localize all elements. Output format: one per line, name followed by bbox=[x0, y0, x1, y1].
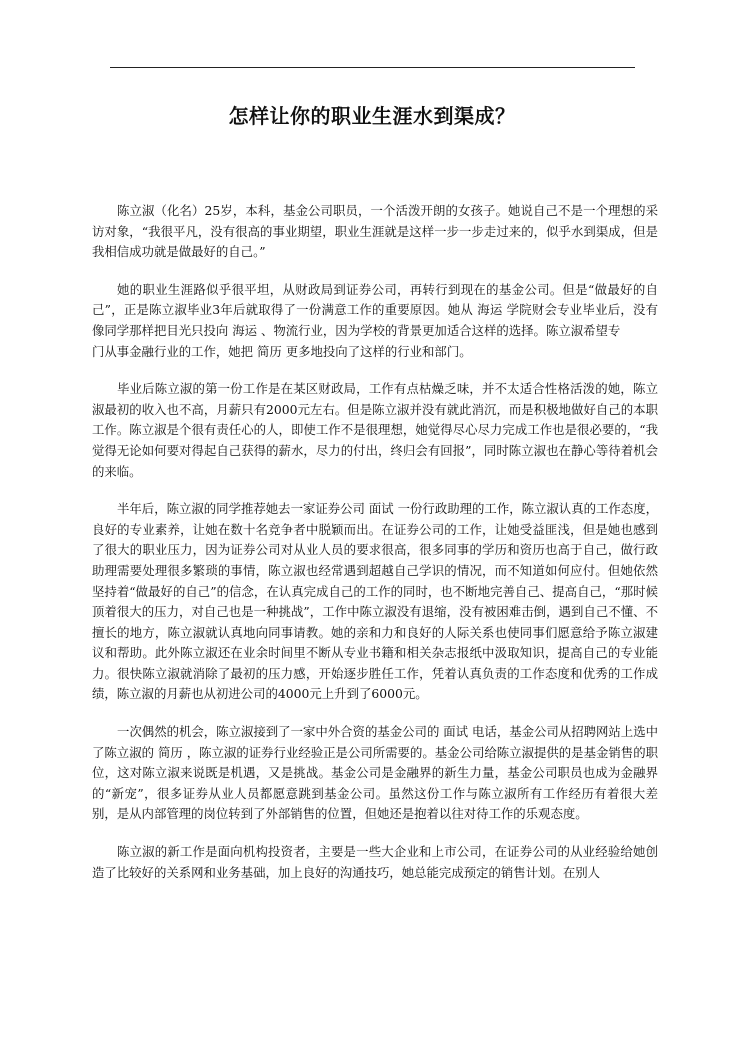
paragraph-2: 她的职业生涯路似乎很平坦，从财政局到证券公司，再转行到现在的基金公司。但是“做最好的自己”，正是陈立淑毕业3年后就取得了一份满意工作的重要原因。她从 海运 学院财会专业毕业后，没有像同学那样把目光只投向 海运 、物流行业，因为学校的背景更加适合这样的选择。陈立淑希望专 bbox=[92, 281, 658, 338]
paragraph-2-continued: 门从事金融行业的工作，她把 简历 更多地投向了这样的行业和部门。 bbox=[92, 343, 472, 359]
paragraph-1: 陈立淑（化名）25岁，本科，基金公司职员，一个活泼开朗的女孩子。她说自己不是一个理想的采访对象，“我很平凡，没有很高的事业期望，职业生涯就是这样一步一步走过来的，似乎水到渠成，但是我相信成功就是做最好的自己。” bbox=[92, 203, 658, 260]
page-title: 怎样让你的职业生涯水到渠成？ bbox=[228, 104, 516, 128]
paragraph-6: 陈立淑的新工作是面向机构投资者，主要是一些大企业和上市公司，在证券公司的从业经验给她创造了比较好的关系网和业务基础，加上良好的沟通技巧，她总能完成预定的销售计划。在别人 bbox=[92, 844, 658, 880]
paragraph-3: 毕业后陈立淑的第一份工作是在某区财政局，工作有点枯燥乏味，并不太适合性格活泼的她，陈立淑最初的收入也不高，月薪只有2000元左右。但是陈立淑并没有就此消沉，而是积极地做好自己的本职工作。陈立淑是个很有责任心的人，即使工作不是很理想，她觉得尽心尽力完成工作也是很必要的，“我觉得无论如何要对得起自己获得的薪水，尽力的付出，终归会有回报”，同时陈立淑也在静心等待着机会的来临。 bbox=[92, 381, 658, 479]
paragraph-4: 半年后，陈立淑的同学推荐她去一家证券公司 面试 一份行政助理的工作，陈立淑认真的工作态度，良好的专业素养，让她在数十名竞争者中脱颖而出。在证券公司的工作，让她受益匪浅，但是她也感到了很大的职业压力，因为证券公司对从业人员的要求很高，很多同事的学历和资历也高于自己，做行政助理需要处理很多繁琐的事情，陈立淑也经常遇到超越自己学识的情况，而不知道如何应付。但她依然坚持着“做最好的自己”的信念，在认真完成自己的工作的同时，也不断地完善自己、提高自己，“那时候顶着很大的压力，对自己也是一种挑战”，工作中陈立淑没有退缩，没有被困难击倒，遇到自己不懂、不擅长的地方，陈立淑就认真地向同事请教。她的亲和力和良好的人际关系也使同事们愿意给予陈立淑建议和帮助。此外陈立淑还在业余时间里不断从专业书籍和相关杂志报纸中汲取知识，提高自己的专业能力。很快陈立淑就消除了最初的压力感，开始逐步胜任工作，凭着认真负责的工作态度和优秀的工作成绩，陈立淑的月薪也从初进公司的4000元上升到了6000元。 bbox=[92, 501, 658, 702]
article-body bbox=[92, 201, 658, 900]
header-rule bbox=[110, 67, 635, 68]
paragraph-5: 一次偶然的机会，陈立淑接到了一家中外合资的基金公司的 面试 电话，基金公司从招聘网站上选中了陈立淑的 简历 ，陈立淑的证券行业经验正是公司所需要的。基金公司给陈立淑提供的是基金销售的职位，这对陈立淑来说既是机遇，又是挑战。基金公司是金融界的新生力量，基金公司职员也成为金融界的“新宠”，很多证券从业人员都愿意跳到基金公司。虽然这份工作与陈立淑所有工作经历有着很大差别，是从内部管理的岗位转到了外部销售的位置，但她还是抱着以往对待工作的乐观态度。 bbox=[92, 724, 658, 822]
